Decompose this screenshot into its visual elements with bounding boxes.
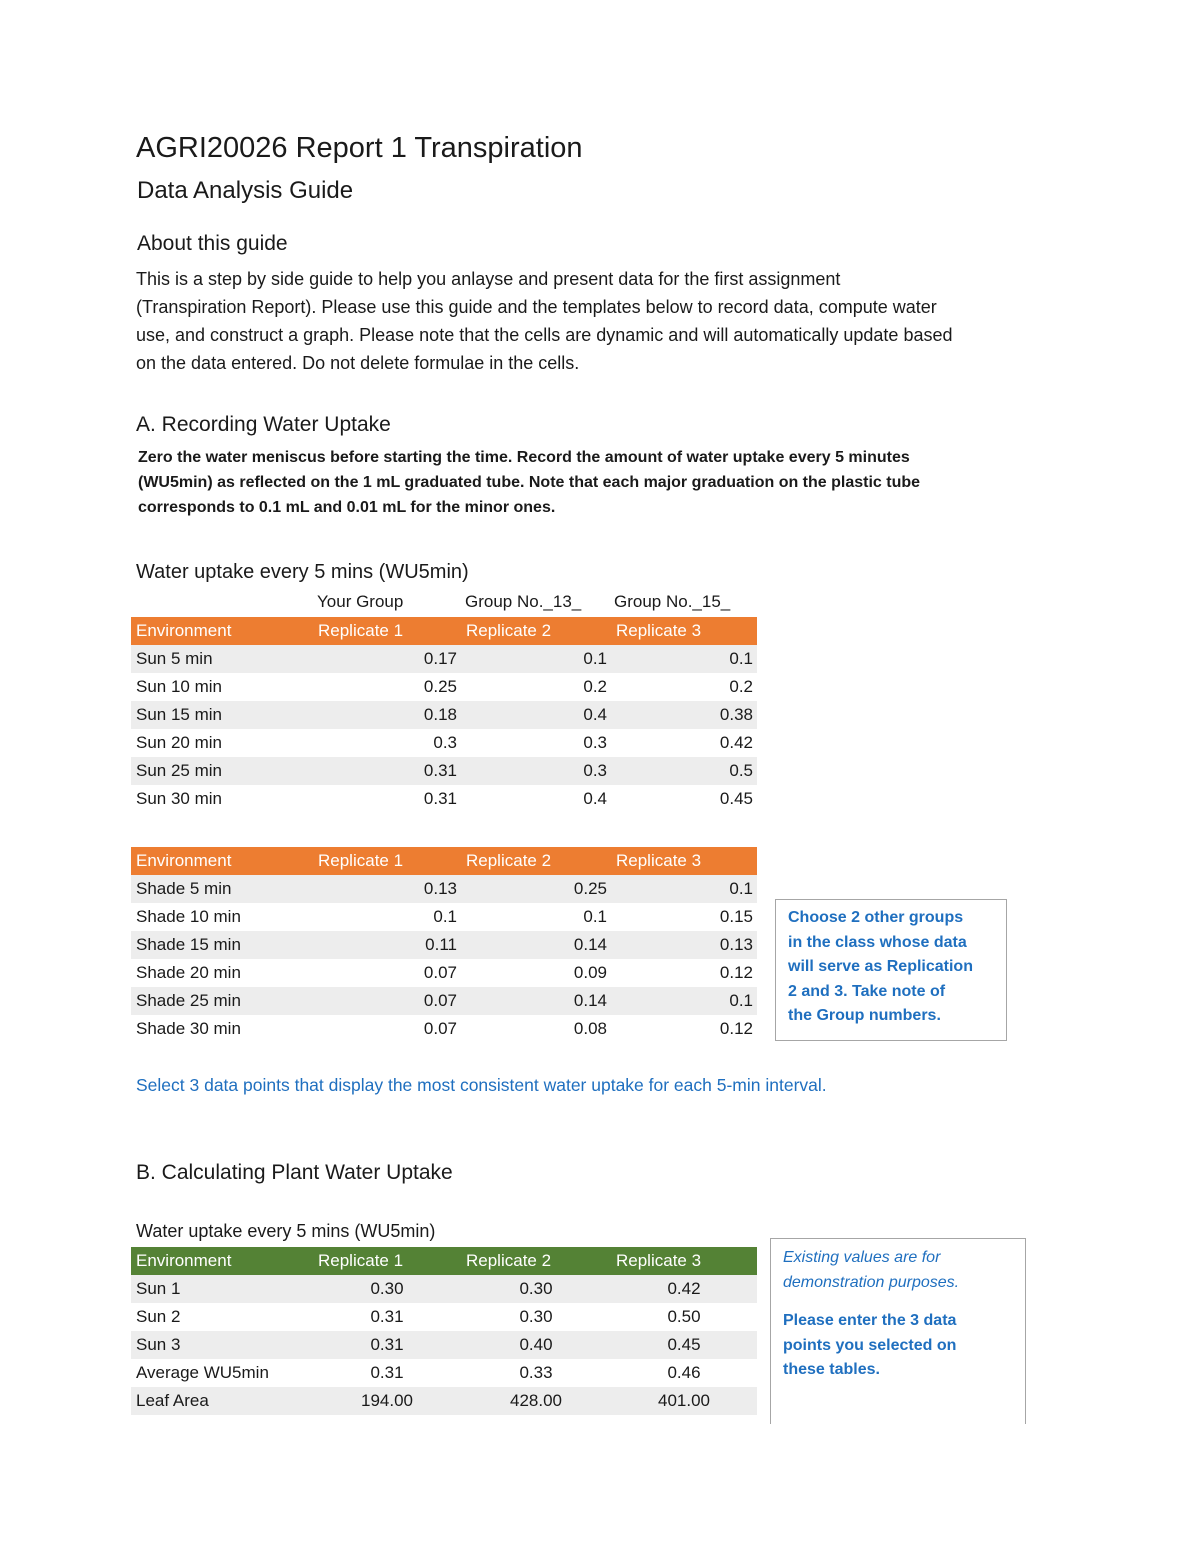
value-cell[interactable]: 0.1	[611, 875, 757, 903]
value-cell[interactable]: 428.00	[461, 1387, 611, 1415]
value-cell[interactable]: 0.18	[313, 701, 461, 729]
select-points-note: Select 3 data points that display the most consistent water uptake for each 5-min interval.	[136, 1075, 827, 1095]
group-label-13: Group No._13_	[465, 592, 582, 611]
value-cell[interactable]: 0.11	[313, 931, 461, 959]
value-cell[interactable]: 194.00	[313, 1387, 461, 1415]
row-label-cell: Sun 10 min	[136, 677, 222, 696]
value-cell[interactable]: 0.30	[519, 1307, 553, 1326]
table-row	[131, 1359, 757, 1387]
row-label-cell: Sun 2	[136, 1307, 181, 1326]
column-header: Replicate 1	[313, 1247, 461, 1275]
value-cell[interactable]: 0.13	[313, 875, 461, 903]
column-header: Replicate 1	[313, 847, 461, 875]
column-header: Replicate 2	[461, 1247, 611, 1275]
row-label-cell: Shade 25 min	[131, 987, 313, 1015]
value-cell[interactable]: 0.31	[313, 1331, 461, 1359]
table-row	[131, 1275, 757, 1303]
value-cell[interactable]: 0.31	[370, 1307, 404, 1326]
row-label-cell: Average WU5min	[136, 1363, 269, 1382]
value-cell[interactable]: 0.14	[461, 987, 611, 1015]
column-header: Environment	[131, 847, 313, 875]
table-row	[131, 959, 757, 987]
column-header: Environment	[131, 1247, 313, 1275]
table-header-row	[131, 1247, 757, 1275]
value-cell[interactable]: 0.12	[719, 963, 753, 982]
section-b-table-title: Water uptake every 5 mins (WU5min)	[136, 1221, 436, 1241]
table-row	[131, 1387, 757, 1415]
row-label-cell: Shade 5 min	[131, 875, 313, 903]
value-cell[interactable]: 0.45	[719, 789, 753, 808]
table-row	[131, 1303, 757, 1331]
section-a-heading: A. Recording Water Uptake	[136, 413, 391, 436]
value-cell[interactable]: 0.33	[519, 1363, 553, 1382]
value-cell[interactable]: 0.1	[461, 645, 611, 673]
value-cell[interactable]: 0.08	[573, 1019, 607, 1038]
table-row	[131, 757, 757, 785]
row-label-cell: Shade 10 min	[136, 907, 241, 926]
column-header: Replicate 3	[611, 617, 757, 645]
value-cell[interactable]: 0.25	[461, 875, 611, 903]
value-cell[interactable]: 0.31	[423, 789, 457, 808]
value-cell[interactable]: 0.4	[461, 701, 611, 729]
note-line: in the class whose data	[788, 933, 967, 951]
note-line: points you selected on	[783, 1336, 957, 1354]
row-label-cell: Sun 25 min	[131, 757, 313, 785]
value-cell[interactable]: 0.1	[611, 987, 757, 1015]
value-cell[interactable]: 401.00	[611, 1387, 757, 1415]
value-cell[interactable]: 0.14	[461, 931, 611, 959]
note-line: demonstration purposes.	[783, 1273, 960, 1291]
about-line: This is a step by side guide to help you anlayse and present data for the first assignment	[136, 269, 841, 289]
value-cell[interactable]: 0.45	[611, 1331, 757, 1359]
about-heading: About this guide	[137, 232, 288, 255]
row-label-cell: Sun 15 min	[131, 701, 313, 729]
table-row	[131, 785, 757, 813]
calculation-table	[131, 1247, 757, 1415]
about-line: (Transpiration Report). Please use this guide and the templates below to record data, compute water	[136, 297, 937, 317]
row-label-cell: Sun 1	[131, 1275, 313, 1303]
value-cell[interactable]: 0.2	[583, 677, 607, 696]
value-cell[interactable]: 0.1	[611, 645, 757, 673]
value-cell[interactable]: 0.25	[423, 677, 457, 696]
value-cell[interactable]: 0.38	[611, 701, 757, 729]
note-line: these tables.	[783, 1361, 880, 1378]
value-cell[interactable]: 0.17	[313, 645, 461, 673]
section-a-table-title: Water uptake every 5 mins (WU5min)	[136, 561, 469, 583]
value-cell[interactable]: 0.31	[370, 1363, 404, 1382]
demo-values-note	[770, 1238, 1026, 1424]
instruction-line: Zero the water meniscus before starting the time. Record the amount of water uptake every 5 minutes	[138, 449, 910, 466]
value-cell[interactable]: 0.07	[423, 963, 457, 982]
value-cell[interactable]: 0.3	[461, 757, 611, 785]
value-cell[interactable]: 0.1	[433, 907, 457, 926]
row-label-cell: Sun 5 min	[131, 645, 313, 673]
value-cell[interactable]: 0.40	[461, 1331, 611, 1359]
value-cell[interactable]: 0.3	[433, 733, 457, 752]
value-cell[interactable]: 0.09	[573, 963, 607, 982]
column-header: Replicate 2	[461, 847, 611, 875]
note-line: the Group numbers.	[788, 1007, 941, 1024]
row-label-cell: Shade 15 min	[131, 931, 313, 959]
table-row	[131, 931, 757, 959]
note-line: Please enter the 3 data	[783, 1312, 957, 1329]
value-cell[interactable]: 0.12	[719, 1019, 753, 1038]
about-line: on the data entered. Do not delete formulae in the cells.	[136, 353, 580, 373]
column-header: Replicate 3	[611, 847, 757, 875]
value-cell[interactable]: 0.42	[611, 1275, 757, 1303]
sun-table-body	[131, 617, 757, 813]
value-cell[interactable]: 0.42	[719, 733, 753, 752]
value-cell[interactable]: 0.3	[583, 733, 607, 752]
value-cell[interactable]: 0.4	[583, 789, 607, 808]
value-cell[interactable]: 0.1	[583, 907, 607, 926]
shade-table-body	[131, 847, 757, 1043]
value-cell[interactable]: 0.50	[667, 1307, 701, 1326]
value-cell[interactable]: 0.13	[611, 931, 757, 959]
section-b-heading: B. Calculating Plant Water Uptake	[136, 1161, 453, 1184]
value-cell[interactable]: 0.2	[729, 677, 753, 696]
table-row	[131, 903, 757, 931]
row-label-cell: Sun 3	[131, 1331, 313, 1359]
column-header: Replicate 1	[313, 617, 461, 645]
table-row	[131, 1015, 757, 1043]
instruction-line: corresponds to 0.1 mL and 0.01 mL for the minor ones.	[138, 499, 556, 516]
table-row	[131, 1331, 757, 1359]
row-label-cell: Shade 20 min	[136, 963, 241, 982]
calc-table-body	[131, 1247, 757, 1415]
table-header-row	[131, 847, 757, 875]
table-row	[131, 875, 757, 903]
table-row	[131, 673, 757, 701]
table-header-row	[131, 617, 757, 645]
row-label-cell: Sun 30 min	[136, 789, 222, 808]
note-line: Existing values are for	[783, 1249, 941, 1266]
value-cell[interactable]: 0.07	[423, 1019, 457, 1038]
note-line: will serve as Replication	[788, 958, 973, 975]
document-title: AGRI20026 Report 1 Transpiration	[136, 132, 583, 164]
value-cell[interactable]: 0.30	[313, 1275, 461, 1303]
row-label-cell: Shade 30 min	[136, 1019, 241, 1038]
value-cell[interactable]: 0.15	[719, 907, 753, 926]
sun-uptake-table	[131, 617, 757, 813]
about-paragraph	[136, 265, 1036, 377]
section-a-instructions	[138, 445, 998, 520]
table-row	[131, 987, 757, 1015]
value-cell[interactable]: 0.30	[461, 1275, 611, 1303]
table-row	[131, 701, 757, 729]
note-line: Choose 2 other groups	[788, 909, 964, 926]
column-header: Replicate 2	[461, 617, 611, 645]
value-cell[interactable]: 0.46	[667, 1363, 701, 1382]
shade-uptake-table	[131, 847, 757, 1043]
value-cell[interactable]: 0.07	[313, 987, 461, 1015]
group-label-15: Group No._15_	[614, 592, 731, 611]
row-label-cell: Sun 20 min	[136, 733, 222, 752]
column-header: Environment	[131, 617, 313, 645]
note-line: 2 and 3. Take note of	[788, 982, 946, 1000]
choose-groups-note	[775, 899, 1007, 1041]
value-cell[interactable]: 0.31	[313, 757, 461, 785]
value-cell[interactable]: 0.5	[611, 757, 757, 785]
document-subtitle: Data Analysis Guide	[137, 177, 354, 204]
table-row	[131, 645, 757, 673]
row-label-cell: Leaf Area	[131, 1387, 313, 1415]
instruction-line: (WU5min) as reflected on the 1 mL graduated tube. Note that each major graduation on the plastic tube	[138, 474, 921, 491]
group-label-your-group: Your Group	[317, 592, 404, 611]
about-line: use, and construct a graph. Please note that the cells are dynamic and will automatically update based	[136, 325, 953, 345]
table-row	[131, 729, 757, 757]
column-header: Replicate 3	[611, 1247, 757, 1275]
